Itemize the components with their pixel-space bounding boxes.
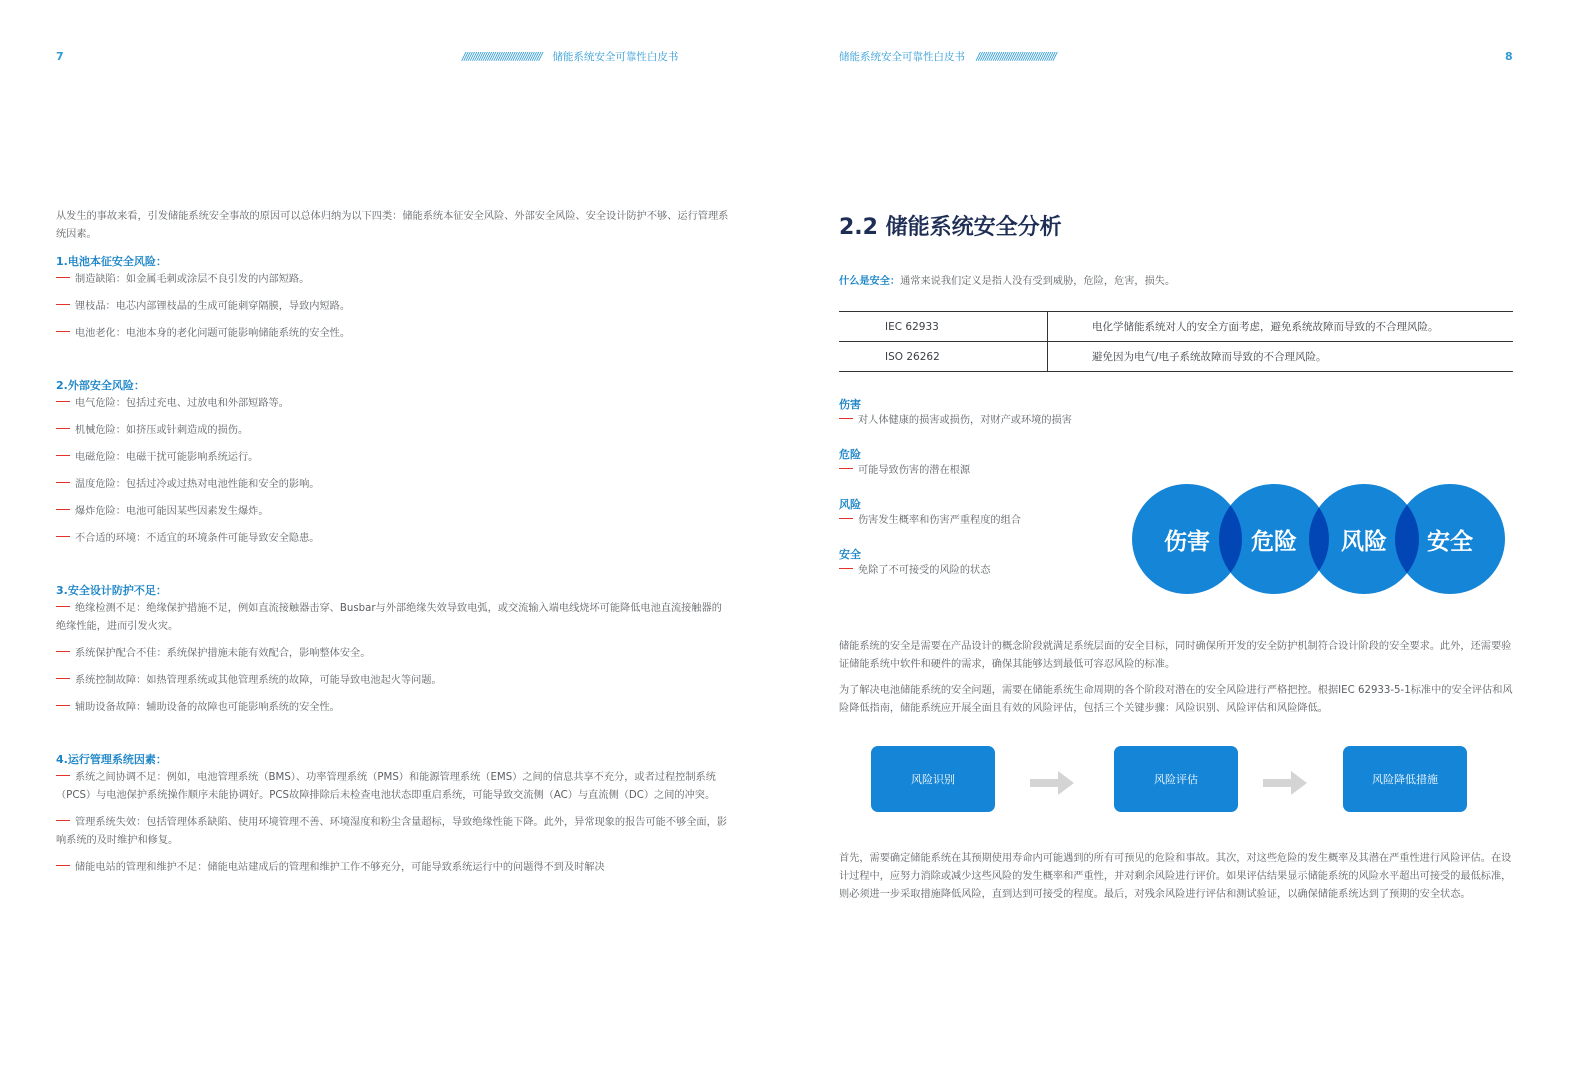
flow-step-identification: 风险识别 [871, 746, 995, 812]
page-number-left: 7 [56, 50, 64, 63]
page-heading: 2.2 储能系统安全分析 [839, 215, 1062, 240]
circle-hazard: 危险 [1219, 484, 1329, 594]
section-title: 2.外部安全风险： [56, 379, 145, 392]
list-item: 系统保护配合不佳：系统保护措施未能有效配合，影响整体安全。 [56, 645, 732, 663]
standards-table [839, 311, 1513, 372]
running-header-left [462, 49, 730, 64]
list-item: 电池老化：电池本身的老化问题可能影响储能系统的安全性。 [56, 325, 732, 343]
list-item: 电磁危险：电磁干扰可能影响系统运行。 [56, 449, 732, 467]
intro-paragraph: 从发生的事故来看，引发储能系统安全事故的原因可以总体归纳为以下四类：储能系统本征安全风险、外部安全风险、安全设计防护不够、运行管理系统因素。 [56, 211, 729, 240]
running-header-right [839, 49, 1109, 64]
circle-safety: 安全 [1395, 484, 1505, 594]
list-item: 系统控制故障：如热管理系统或其他管理系统的故障，可能导致电池起火等问题。 [56, 672, 732, 690]
standard-name: ISO 26262 [839, 342, 1048, 372]
header-slashes: ///////////////////////////////////// [462, 51, 542, 63]
page-number-right: 8 [1505, 50, 1513, 63]
arrow-right-icon [1030, 771, 1074, 795]
paragraph-1: 储能系统的安全是需要在产品设计的概念阶段就满足系统层面的安全目标，同时确保所开发的安全防护机制符合设计阶段的安全要求。此外，还需要验证储能系统中软件和硬件的需求，确保其能够达到最低可容忍风险的标准。 [839, 641, 1512, 670]
list-item: 不合适的环境：不适宜的环境条件可能导致安全隐患。 [56, 530, 732, 548]
list-item: 绝缘检测不足：绝缘保护措施不足，例如直流接触器击穿、Busbar与外部绝缘失效导致电弧，或交流输入端电线烧坏可能降低电池直流接触器的绝缘性能，进而引发火灾。 [56, 603, 722, 632]
circle-risk: 风险 [1309, 484, 1419, 594]
section-title: 4.运行管理系统因素： [56, 753, 167, 766]
term-definition: 可能导致伤害的潜在根源 [839, 462, 1139, 480]
table-row [839, 342, 1513, 372]
section-1 [56, 253, 732, 343]
flow-step-reduction: 风险降低措施 [1343, 746, 1467, 812]
list-item: 温度危险：包括过冷或过热对电池性能和安全的影响。 [56, 476, 732, 494]
term-definition: 伤害发生概率和伤害严重程度的组合 [839, 512, 1139, 530]
term-definition: 免除了不可接受的风险的状态 [839, 562, 1139, 580]
term-definitions [839, 396, 1139, 580]
list-item: 锂枝晶：电芯内部锂枝晶的生成可能刺穿隔膜，导致内短路。 [56, 298, 732, 316]
term-title: 安全 [839, 548, 861, 561]
header-title: 储能系统安全可靠性白皮书 [552, 51, 679, 63]
standard-desc: 避免因为电气/电子系统故障而导致的不合理风险。 [1048, 342, 1514, 372]
header-slashes: ///////////////////////////////////// [976, 51, 1056, 63]
table-row [839, 312, 1513, 342]
list-item: 机械危险：如挤压或针刺造成的损伤。 [56, 422, 732, 440]
term-title: 伤害 [839, 398, 861, 411]
standard-desc: 电化学储能系统对人的安全方面考虑，避免系统故障而导致的不合理风险。 [1048, 312, 1514, 342]
list-item: 爆炸危险：电池可能因某些因素发生爆炸。 [56, 503, 732, 521]
list-item: 储能电站的管理和维护不足：储能电站建成后的管理和维护工作不够充分，可能导致系统运行中的问题得不到及时解决 [56, 859, 732, 877]
safety-concept-circles [1132, 484, 1507, 596]
arrow-right-icon [1263, 771, 1307, 795]
section-4 [56, 751, 732, 877]
section-title: 1.电池本征安全风险： [56, 255, 167, 268]
safety-definition-label: 什么是安全： [839, 276, 901, 287]
list-item: 管理系统失效：包括管理体系缺陷、使用环境管理不善、环境湿度和粉尘含量超标，导致绝缘性能下降。此外，异常现象的报告可能不够全面，影响系统的及时维护和修复。 [56, 817, 727, 846]
safety-definition-text: 通常来说我们定义是指人没有受到威胁，危险，危害，损失。 [900, 276, 1176, 287]
standard-name: IEC 62933 [839, 312, 1048, 342]
safety-definition [839, 273, 1513, 291]
list-item: 电气危险：包括过充电、过放电和外部短路等。 [56, 395, 732, 413]
list-item: 制造缺陷：如金属毛刺或涂层不良引发的内部短路。 [56, 271, 732, 289]
section-2 [56, 377, 732, 548]
paragraph-2: 为了解决电池储能系统的安全问题，需要在储能系统生命周期的各个阶段对潜在的安全风险进行严格把控。根据IEC 62933-5-1标准中的安全评估和风险降低指南，储能系统应开展全面且有效的风险评估，包括三个关键步骤：风险识别、风险评估和风险降低。 [839, 685, 1513, 714]
paragraph-3: 首先，需要确定储能系统在其预期使用寿命内可能遇到的所有可预见的危险和事故。其次，对这些危险的发生概率及其潜在严重性进行风险评估。在设计过程中，应努力消除或减少这些风险的发生概率和严重性，并对剩余风险进行评价。如果评估结果显示储能系统的风险水平超出可接受的最低标准，则必须进一步采取措施降低风险，直到达到可接受的程度。最后，对残余风险进行评估和测试验证，以确保储能系统达到了预期的安全状态。 [839, 853, 1512, 900]
flow-step-assessment: 风险评估 [1114, 746, 1238, 812]
header-title: 储能系统安全可靠性白皮书 [839, 51, 965, 63]
section-3 [56, 582, 732, 717]
circle-harm: 伤害 [1132, 484, 1242, 594]
term-definition: 对人体健康的损害或损伤，对财产或环境的损害 [839, 412, 1139, 430]
term-title: 危险 [839, 448, 861, 461]
term-title: 风险 [839, 498, 861, 511]
section-title: 3.安全设计防护不足： [56, 584, 167, 597]
list-item: 辅助设备故障：辅助设备的故障也可能影响系统的安全性。 [56, 699, 732, 717]
list-item: 系统之间协调不足：例如，电池管理系统（BMS）、功率管理系统（PMS）和能源管理系统（EMS）之间的信息共享不充分，或者过程控制系统（PCS）与电池保护系统操作顺序未能协调好。PCS故障排除后未检查电池状态即重启系统，可能导致交流侧（AC）与直流侧（DC）之间的冲突。 [56, 772, 716, 801]
